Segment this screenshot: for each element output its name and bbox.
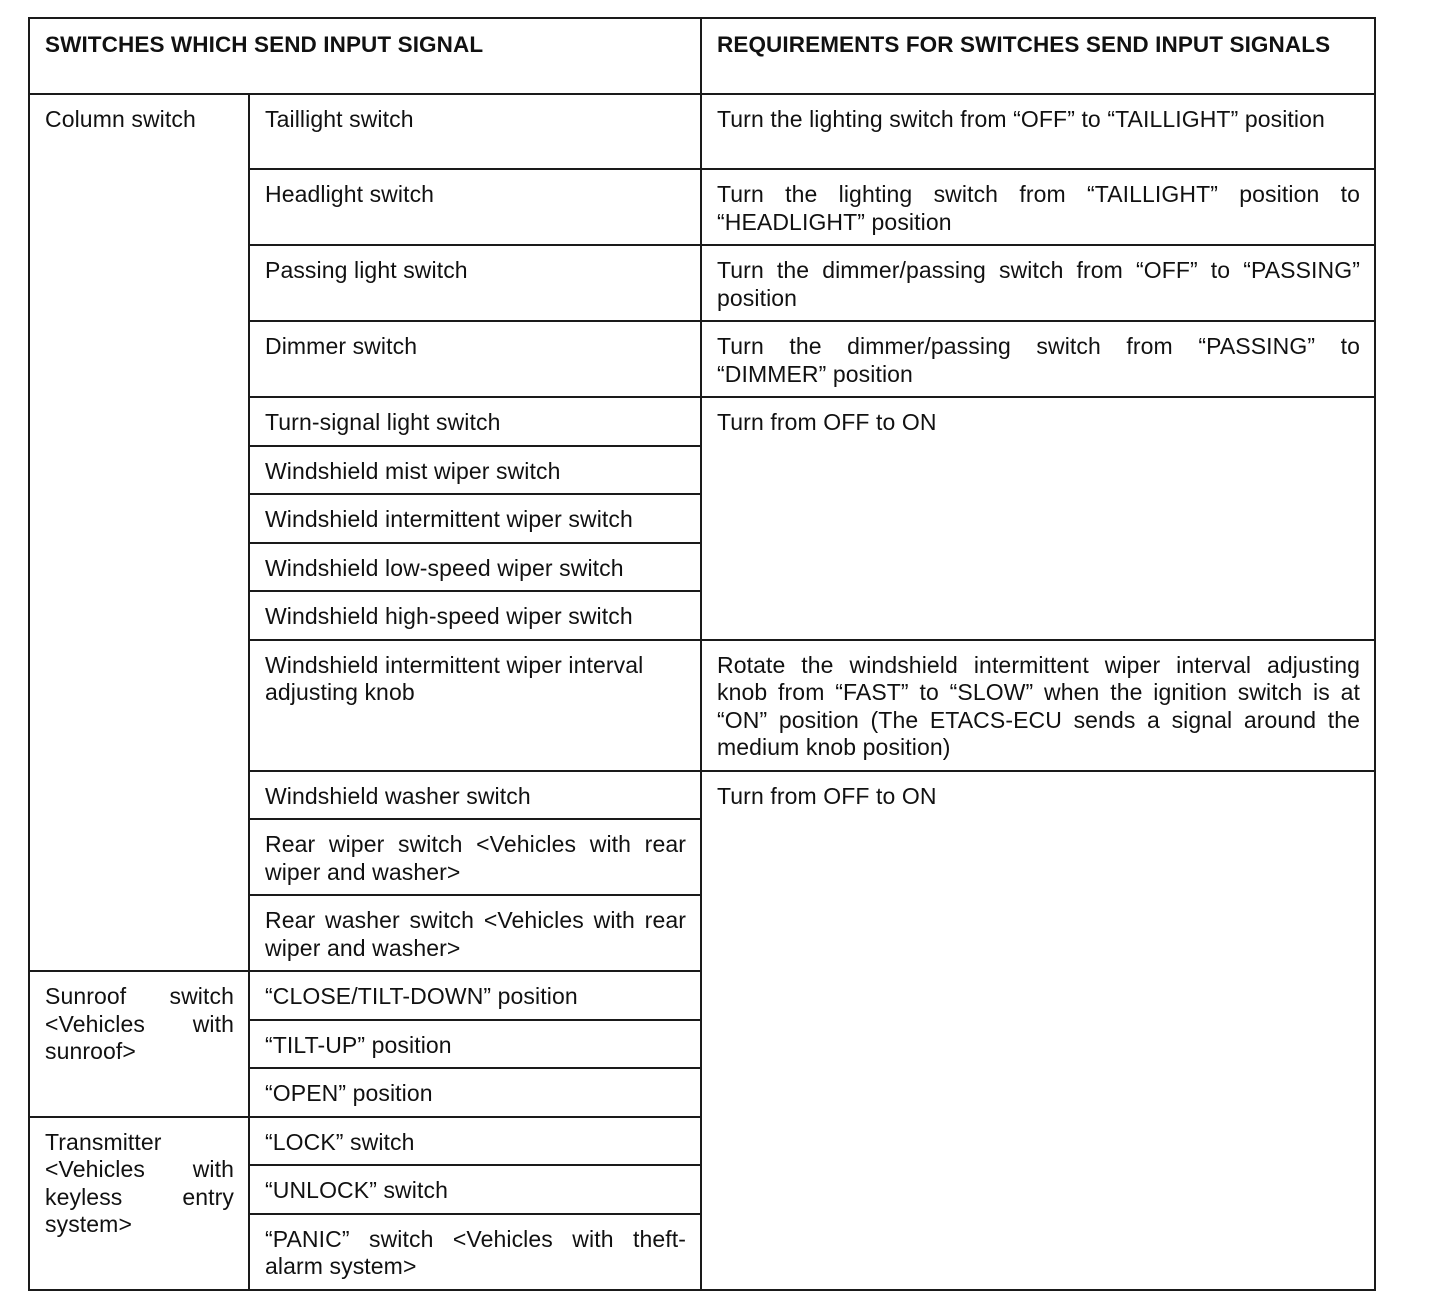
- table-header-row: [29, 18, 1375, 94]
- group-sunroof-switch: Sunroof switch <Vehicles with sunroof>: [29, 971, 249, 1117]
- switch-cell: “OPEN” position: [249, 1068, 701, 1117]
- switch-cell: Windshield mist wiper switch: [249, 446, 701, 495]
- switch-cell: Taillight switch: [249, 94, 701, 169]
- switch-cell: Turn-signal light switch: [249, 397, 701, 446]
- switch-cell: Passing light switch: [249, 245, 701, 321]
- header-requirements: REQUIREMENTS FOR SWITCHES SEND INPUT SIGNALS: [701, 18, 1375, 94]
- switch-cell: Windshield washer switch: [249, 771, 701, 820]
- switch-cell: Windshield high-speed wiper switch: [249, 591, 701, 640]
- switch-cell: “LOCK” switch: [249, 1117, 701, 1166]
- requirement-cell: Turn the lighting switch from “TAILLIGHT” position to “HEADLIGHT” position: [701, 169, 1375, 245]
- switch-cell: Windshield intermittent wiper switch: [249, 494, 701, 543]
- switch-cell: Headlight switch: [249, 169, 701, 245]
- switch-cell: “UNLOCK” switch: [249, 1165, 701, 1214]
- group-column-switch: Column switch: [29, 94, 249, 971]
- switch-input-signal-table: [28, 17, 1376, 1291]
- requirement-cell: Turn the dimmer/passing switch from “OFF” to “PASSING” position: [701, 245, 1375, 321]
- requirement-cell: Turn from OFF to ON: [701, 397, 1375, 640]
- table-row: [29, 94, 1375, 169]
- switch-cell: Windshield intermittent wiper interval adjusting knob: [249, 640, 701, 771]
- switch-cell: Rear wiper switch <Vehicles with rear wiper and washer>: [249, 819, 701, 895]
- header-switches: SWITCHES WHICH SEND INPUT SIGNAL: [29, 18, 701, 94]
- group-transmitter: Transmitter <Vehicles with keyless entry system>: [29, 1117, 249, 1290]
- requirement-cell: Rotate the windshield intermittent wiper interval adjusting knob from “FAST” to “SLOW” when the ignition switch is at “ON” position (The ETACS-ECU sends a signal around the medium knob position): [701, 640, 1375, 771]
- switch-cell: Rear washer switch <Vehicles with rear wiper and washer>: [249, 895, 701, 971]
- switch-cell: “CLOSE/TILT-DOWN” position: [249, 971, 701, 1020]
- switch-cell: “TILT-UP” position: [249, 1020, 701, 1069]
- requirement-cell: Turn from OFF to ON: [701, 771, 1375, 1290]
- requirement-cell: Turn the dimmer/passing switch from “PASSING” to “DIMMER” position: [701, 321, 1375, 397]
- switch-cell: Dimmer switch: [249, 321, 701, 397]
- requirement-cell: Turn the lighting switch from “OFF” to “TAILLIGHT” position: [701, 94, 1375, 169]
- switch-cell: Windshield low-speed wiper switch: [249, 543, 701, 592]
- switch-cell: “PANIC” switch <Vehicles with theft-alarm system>: [249, 1214, 701, 1290]
